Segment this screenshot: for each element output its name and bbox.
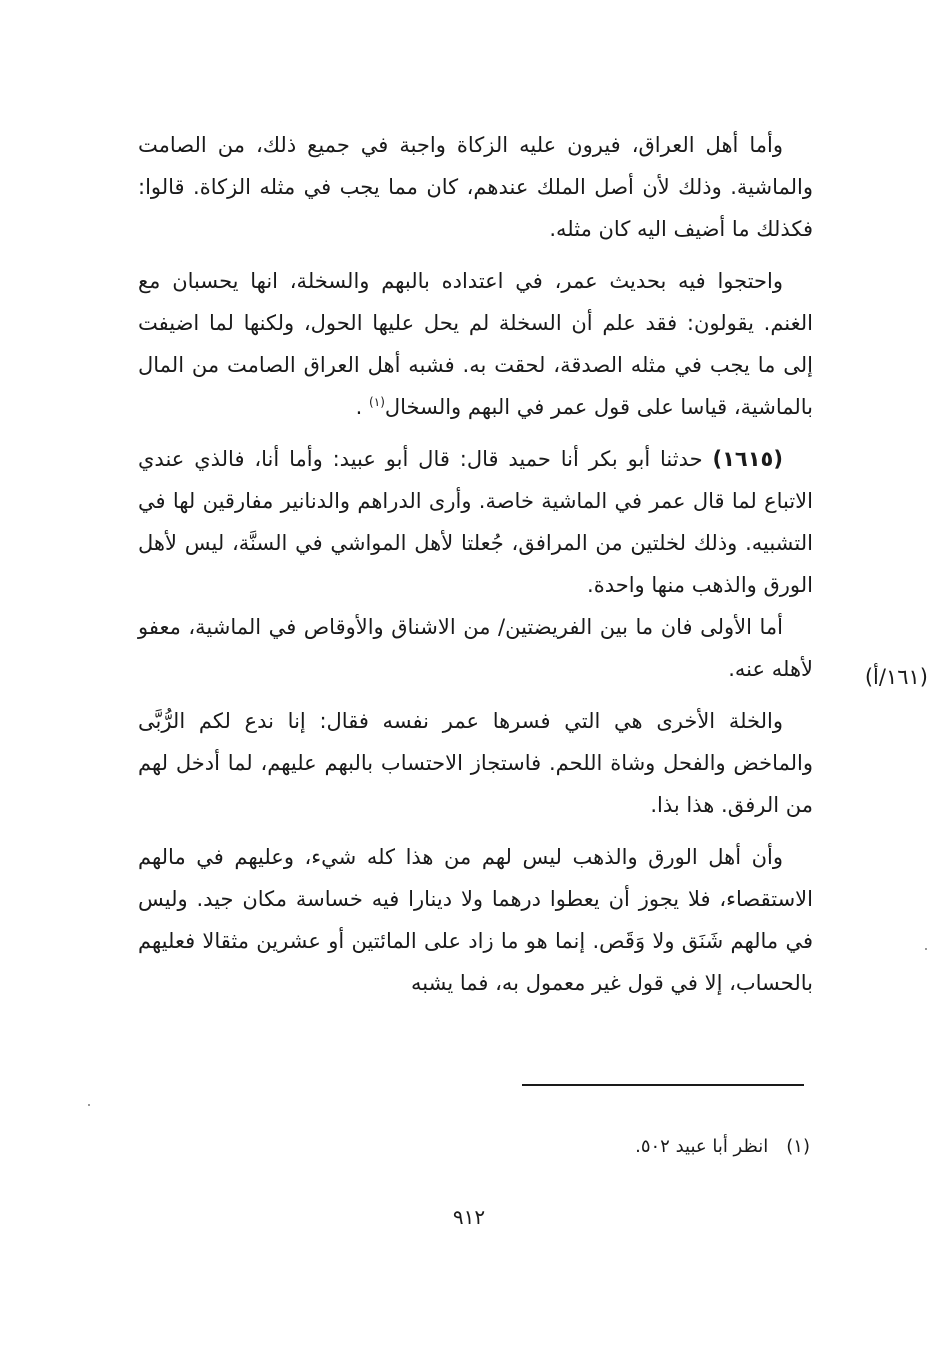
paragraph-1: وأما أهل العراق، فيرون عليه الزكاة واجبة في جميع ذلك، من الصامت والماشية. وذلك لأن أصل الملك عندهم، كان مما يجب في مثله الزكاة. قالوا: فكذلك ما أضيف اليه كان مثله. bbox=[138, 133, 813, 241]
paragraph-6: وأن أهل الورق والذهب ليس لهم من هذا كله شيء، وعليهم في مالهم الاستقصاء، فلا يجوز أن يعطوا درهما ولا دينارا فيه خساسة مكان جيد. وليس في مالهم شَنَق ولا وَقَص. إنما هو ما زاد على المائتين أو عشرين مثقالا فعليهم بالحساب، إلا في قول غير معمول به، فما يشبه bbox=[138, 845, 813, 995]
footnote-number: (١) bbox=[786, 1136, 810, 1157]
hadith-number: (١٦١٥) bbox=[712, 447, 783, 471]
paragraph-4: أما الأولى فان ما بين الفريضتين/ من الاشناق والأوقاص في الماشية، معفو لأهله عنه. bbox=[138, 615, 813, 681]
hadith-paragraph bbox=[138, 438, 813, 606]
scan-speck bbox=[88, 1104, 90, 1106]
paragraph-2-end: . bbox=[355, 395, 363, 419]
footnote-reference: (١) bbox=[369, 395, 385, 409]
footnote bbox=[480, 1132, 810, 1162]
hadith-text: حدثنا أبو بكر أنا حميد قال: قال أبو عبيد: وأما أنا، فالذي عندي الاتباع لما قال عمر في الماشية خاصة. وأرى الدراهم والدنانير مفارقين لها في التشبيه. وذلك لخلتين من المرافق، جُعلتا لأهل المواشي في السنَّة، ليس لأهل الورق والذهب منها واحدة. bbox=[138, 447, 813, 597]
paragraph-5: والخلة الأخرى هي التي فسرها عمر نفسه فقال: إنا ندع لكم الرُّبَّى والماخض والفحل وشاة اللحم. فاستجاز الاحتساب بالبهم عليهم، لما أدخل لهم من الرفق. هذا بذا. bbox=[138, 709, 813, 817]
scan-speck bbox=[925, 948, 927, 950]
paragraph-2-text: واحتجوا فيه بحديث عمر، في اعتداده بالبهم والسخلة، انها يحسبان مع الغنم. يقولون: فقد علم أن السخلة لم يحل عليها الحول، ولكنها لما اضيفت إلى ما يجب في مثله الصدقة، لحقت به. فشبه أهل العراق الصامت من المال بالماشية، قياسا على قول عمر في البهم والسخال bbox=[138, 269, 813, 419]
main-text bbox=[138, 124, 813, 1004]
footnote-text: انظر أبا عبيد ٥٠٢. bbox=[635, 1136, 769, 1157]
manuscript-folio-note: (١٦١/أ) bbox=[864, 665, 928, 689]
footnote-divider bbox=[522, 1084, 804, 1086]
paragraph-2 bbox=[138, 260, 813, 428]
page-number: ٩١٢ bbox=[452, 1205, 486, 1229]
